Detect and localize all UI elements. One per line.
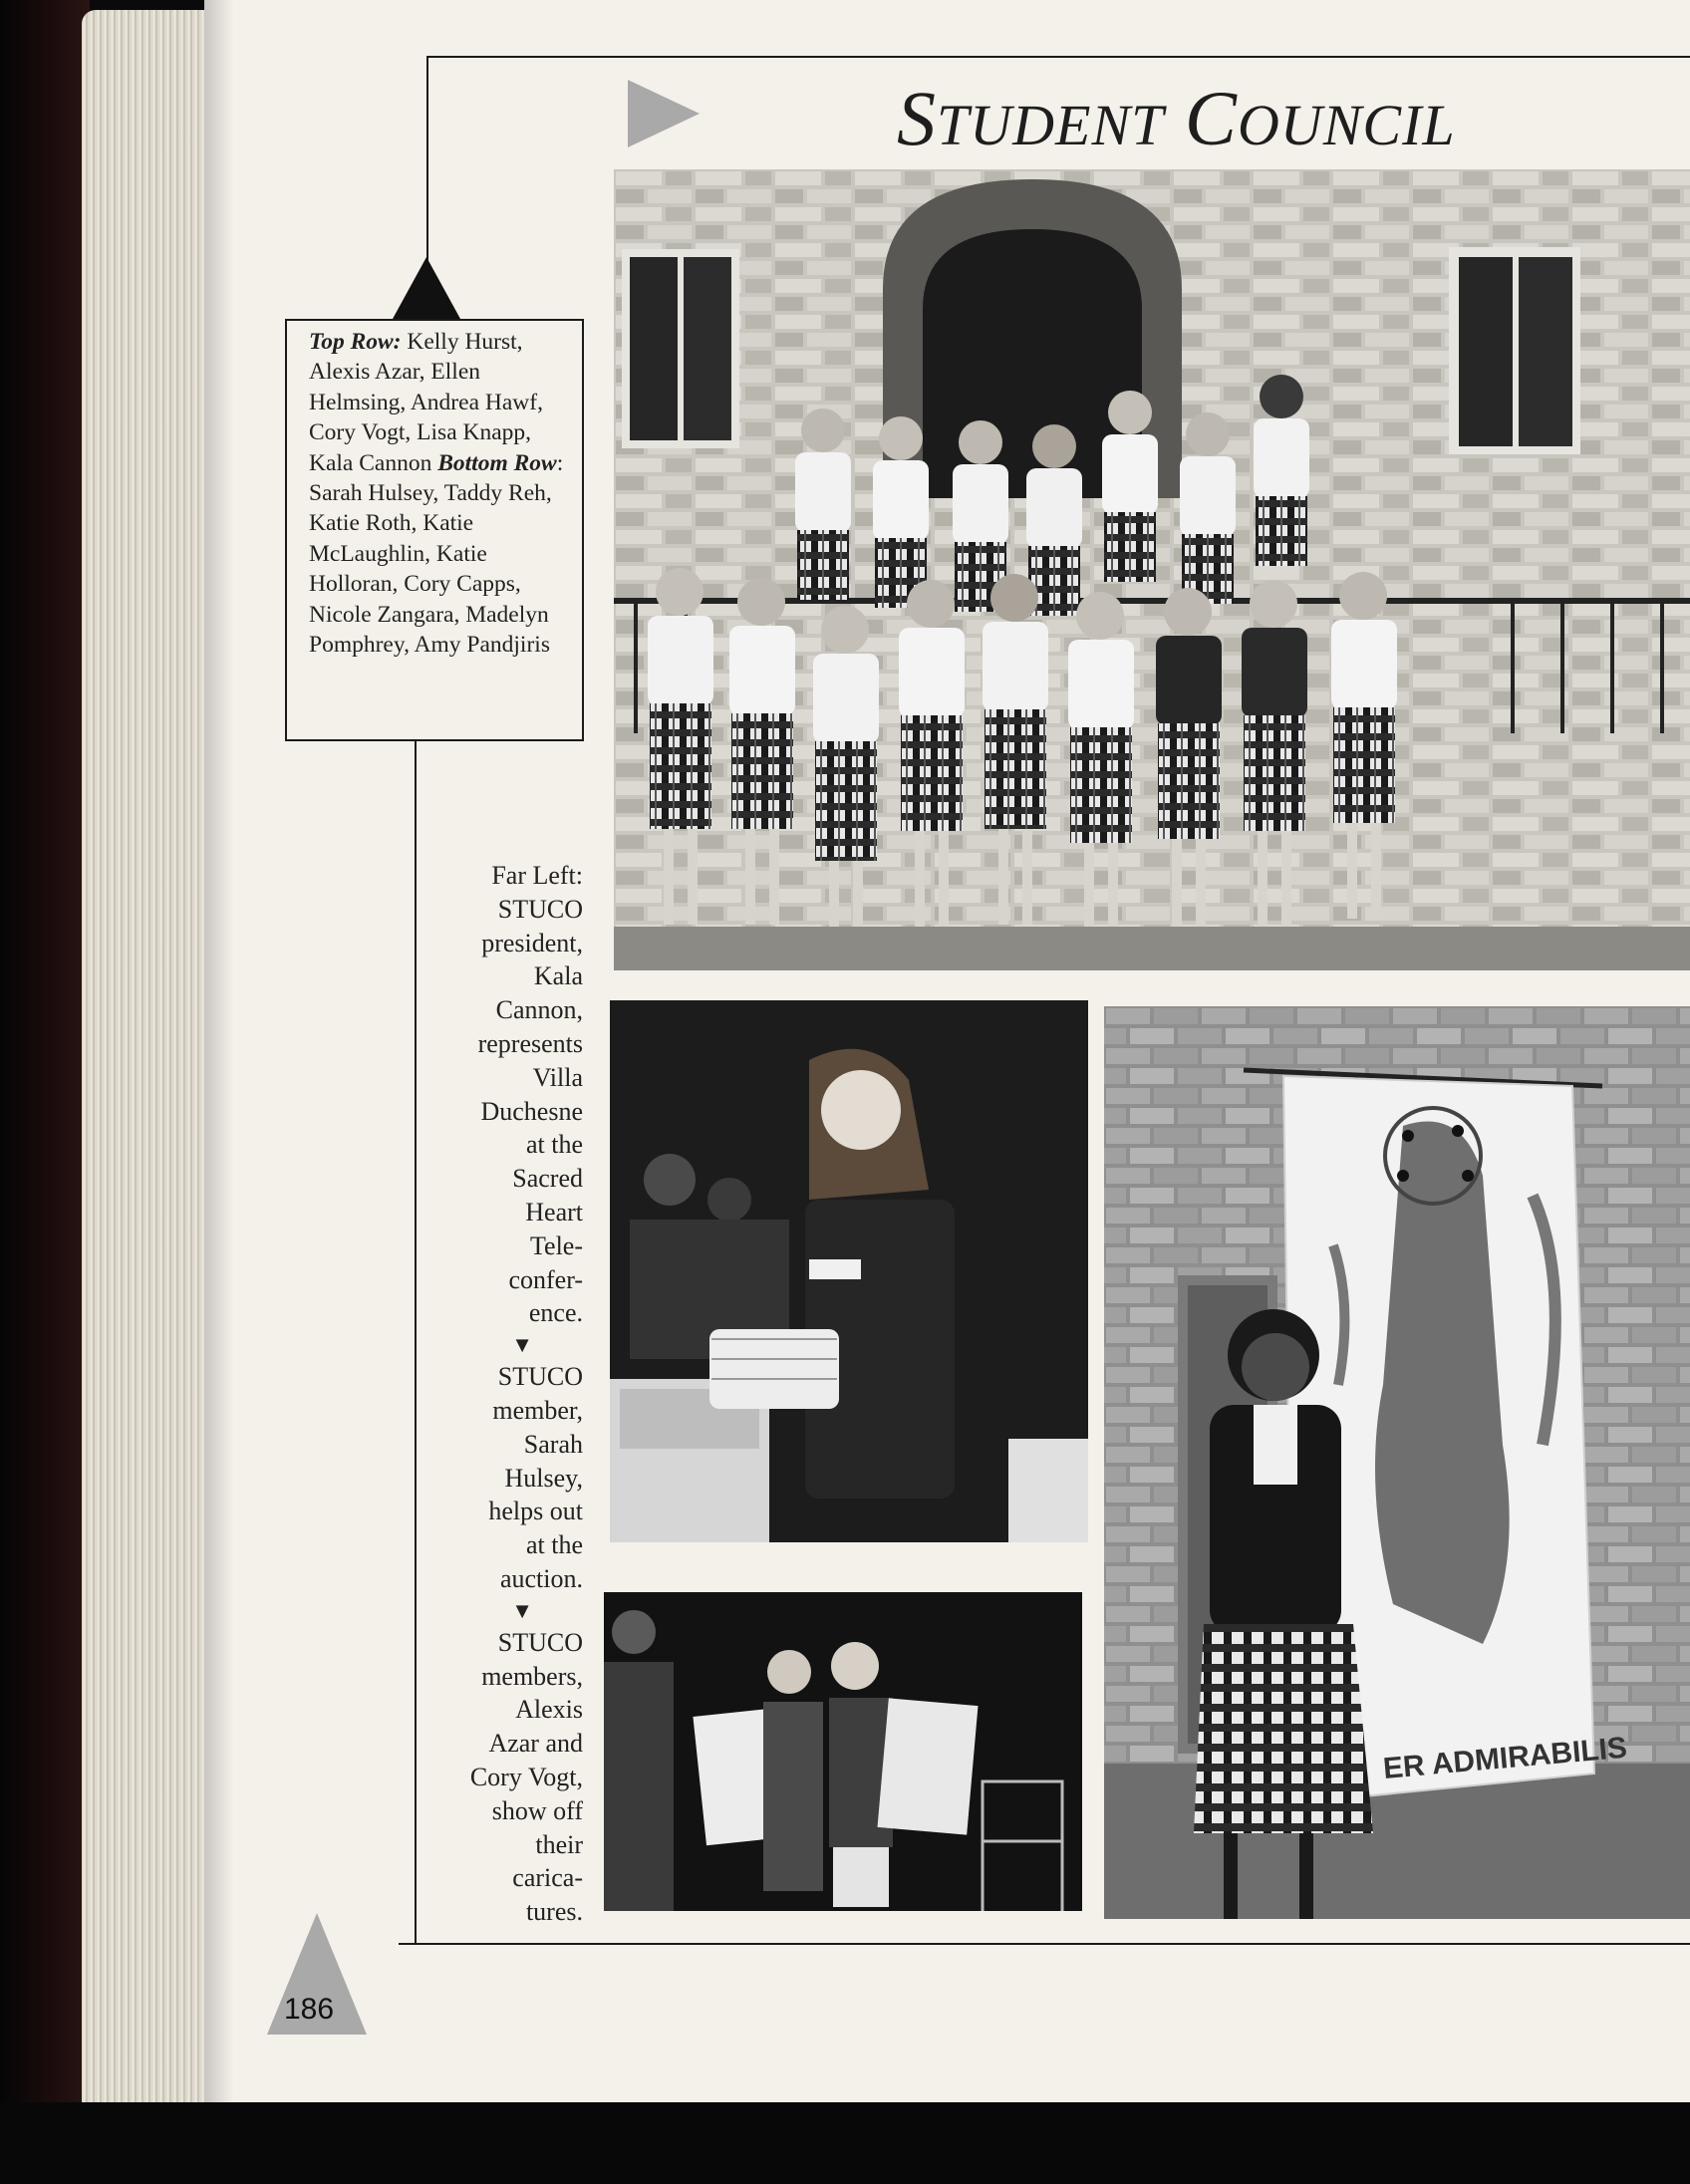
auction-photo (610, 1000, 1088, 1542)
caption-kala-cannon: Far Left: STUCO president, Kala Cannon, represents Villa Duchesne at the Sacred Heart Tele- confer- ence. (477, 861, 583, 1328)
group-photo (614, 169, 1690, 970)
page-edges (82, 10, 221, 2122)
book-binding (0, 0, 90, 2184)
side-photo-captions (419, 859, 583, 1929)
down-triangle-icon: ▼ (511, 1597, 533, 1623)
bottom-row-label: Bottom Row (437, 449, 557, 476)
frame-bottom-line (399, 1943, 1690, 1945)
group-photo-caption (285, 319, 584, 741)
caption-azar-vogt: STUCO members, Alexis Azar and Cory Vogt, show off their carica- tures. (469, 1627, 583, 1927)
caption-sarah-hulsey: STUCO member, Sarah Hulsey, helps out at the auction. (488, 1362, 583, 1593)
bottom-row-names: : Sarah Hulsey, Taddy Reh, Katie Roth, Katie McLaughlin, Katie Holloran, Cory Capps, Nicole Zangara, Madelyn Pomphrey, Amy Pandjiris (309, 449, 564, 659)
top-row-names: Kelly Hurst, Alexis Azar, Ellen Helmsing, Andrea Hawf, Cory Vogt, Lisa Knapp, Kala Cannon (309, 329, 543, 476)
scan-background (0, 2102, 1690, 2184)
banner-text: ER ADMIRABILIS (1381, 1731, 1629, 1785)
frame-left-lower-line (415, 741, 417, 1943)
top-row-label: Top Row: (309, 329, 402, 355)
caption-pointer-icon (393, 257, 460, 319)
caricatures-photo (604, 1592, 1082, 1911)
down-triangle-icon: ▼ (511, 1332, 533, 1358)
banner-photo (1104, 1006, 1690, 1919)
page-number: 186 (284, 1993, 335, 2026)
title-arrow-icon (628, 80, 700, 147)
page-gutter-shadow (204, 0, 234, 2102)
frame-top-line (426, 56, 1690, 58)
page-title: STUDENT COUNCIL (897, 75, 1456, 161)
